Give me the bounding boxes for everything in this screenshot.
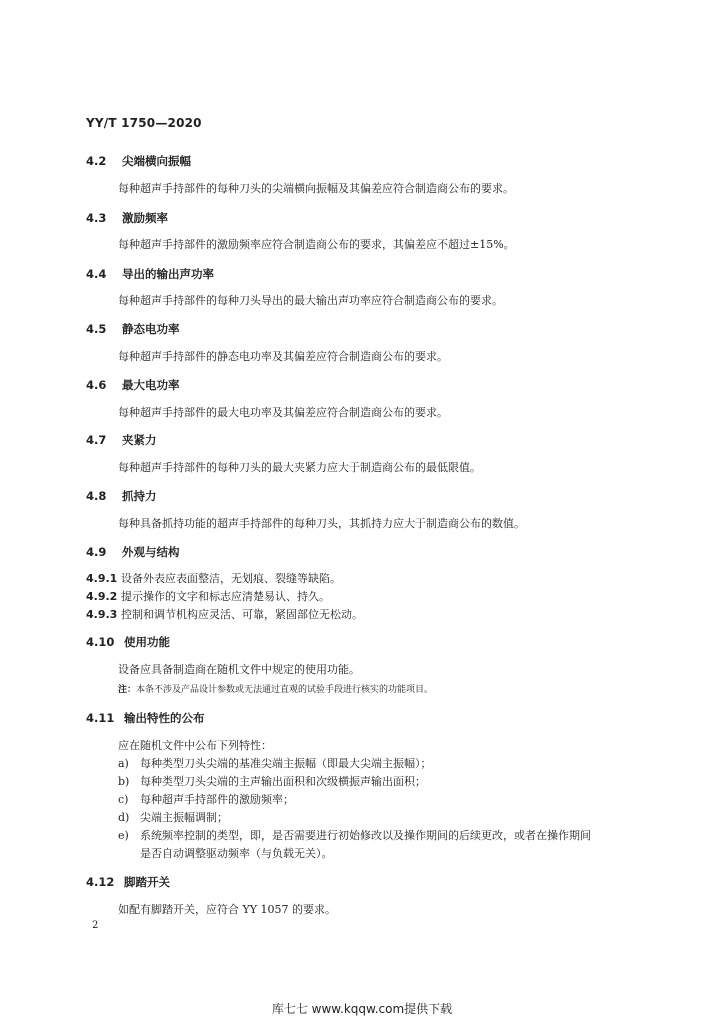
section-heading: 4.7 夹紧力: [86, 433, 157, 447]
list-item: c) 每种超声手持部件的激励频率；: [118, 793, 294, 806]
section-text: 每种超声手持部件的激励频率应符合制造商公布的要求，其偏差应不超过±15%。: [118, 238, 515, 251]
section-heading: 4.6 最大电功率: [86, 378, 180, 392]
section-heading: 4.4 导出的输出声功率: [86, 267, 214, 281]
section-heading: 4.12 脚踏开关: [86, 875, 170, 889]
section-heading: 4.2 尖端横向振幅: [86, 154, 191, 168]
section-heading: 4.3 激励频率: [86, 211, 168, 225]
list-item: b) 每种类型刀头尖端的主声输出面积和次级横振声输出面积；: [118, 775, 426, 788]
section-text: 每种超声手持部件的每种刀头的尖端横向振幅及其偏差应符合制造商公布的要求。: [118, 182, 514, 195]
subsection-item: 4.9.1 设备外表应表面整洁，无划痕、裂缝等缺陷。: [86, 572, 341, 585]
list-item: d) 尖端主振幅调制；: [118, 811, 228, 824]
download-footer: 库七七 www.kqqw.com提供下载: [271, 1002, 453, 1016]
section-heading: 4.9 外观与结构: [86, 545, 180, 559]
page-number: 2: [92, 920, 99, 931]
section-heading: 4.8 抓持力: [86, 489, 157, 503]
section-text: 每种超声手持部件的每种刀头的最大夹紧力应大于制造商公布的最低限值。: [118, 461, 481, 474]
section-text: 每种超声手持部件的最大电功率及其偏差应符合制造商公布的要求。: [118, 406, 448, 419]
section-text: 每种超声手持部件的静态电功率及其偏差应符合制造商公布的要求。: [118, 350, 448, 363]
section-heading: 4.10 使用功能: [86, 635, 170, 649]
section-text: 如配有脚踏开关，应符合 YY 1057 的要求。: [118, 903, 337, 916]
section-text: 设备应具备制造商在随机文件中规定的使用功能。: [118, 663, 360, 676]
standard-number: YY/T 1750—2020: [86, 116, 202, 130]
section-heading: 4.11 输出特性的公布: [86, 711, 205, 725]
section-heading: 4.5 静态电功率: [86, 322, 180, 336]
subsection-item: 4.9.2 提示操作的文字和标志应清楚易认、持久。: [86, 590, 330, 603]
section-text: 应在随机文件中公布下列特性：: [118, 739, 272, 752]
subsection-item: 4.9.3 控制和调节机构应灵活、可靠，紧固部位无松动。: [86, 608, 363, 621]
list-item: a) 每种类型刀头尖端的基准尖端主振幅（即最大尖端主振幅）；: [118, 757, 432, 770]
section-text: 每种具备抓持功能的超声手持部件的每种刀头，其抓持力应大于制造商公布的数值。: [118, 517, 525, 530]
note: 注：本条不涉及产品设计参数或无法通过直观的试验手段进行核实的功能项目。: [118, 685, 434, 695]
list-item: e) 系统频率控制的类型，即，是否需要进行初始修改以及操作期间的后续更改，或者在操作期间: [118, 829, 591, 842]
list-item-continuation: 是否自动调整驱动频率（与负载无关）。: [140, 847, 333, 860]
section-text: 每种超声手持部件的每种刀头导出的最大输出声功率应符合制造商公布的要求。: [118, 294, 503, 307]
